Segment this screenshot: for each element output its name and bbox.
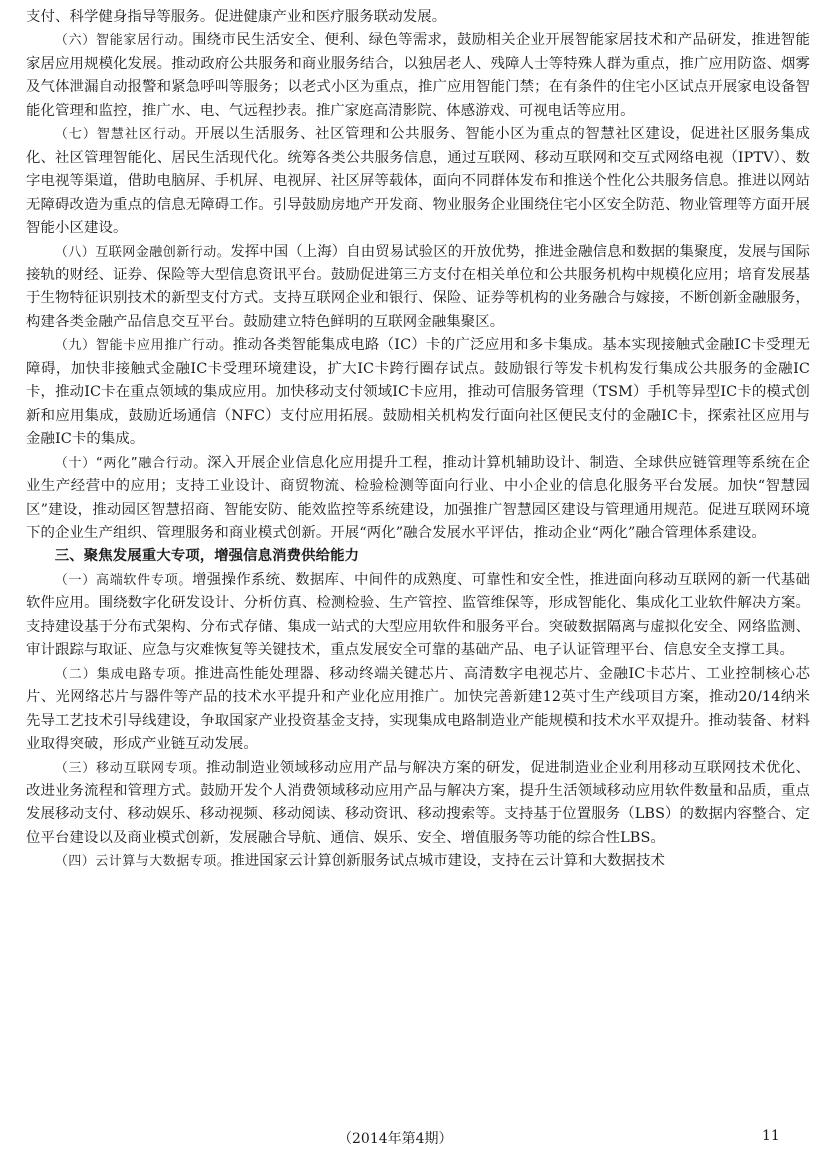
paragraph-text: 围绕市民生活安全、便利、绿色等需求，鼓励相关企业开展智能家居技术和产品研发，推进智能家居应用规模化发展。推动政府公共服务和商业服务结合，以独居老人、残障人士等特殊人群为重点，推广应用防盗、烟雾及气体泄漏自动报警和紧急呼叫等服务；以老式小区为重点，推广应用智能门禁；在有条件的住宅小区试点开展家电设备智能化管理和监控，推广水、电、气远程抄表。推广家庭高清影院、体感游戏、可视电话等应用。 <box>26 32 810 119</box>
section-heading: 三、聚焦发展重大专项，增强信息消费供给能力 <box>54 548 360 565</box>
issue-label: （2014年第4期） <box>338 1131 453 1147</box>
paragraph-internet-finance <box>26 241 810 335</box>
paragraph-text: 推动各类智能集成电路（IC）卡的广泛应用和多卡集成。基本实现接触式金融IC卡受理无障碍，加快非接触式金融IC卡受理环境建设，扩大IC卡跨行圈存试点。鼓励银行等发卡机构发行集成公共服务的金融IC卡，推动IC卡在重点领域的集成应用。加快移动支付领域IC卡应用，推动可信服务管理（TSM）手机等异型IC卡的模式创新和应用集成，鼓励近场通信（NFC）支付应用拓展。鼓励相关机构发行面向社区便民支付的金融IC卡，探索社区应用与金融IC卡的集成。 <box>26 337 810 448</box>
item-heading: （一）高端软件专项。 <box>54 572 193 588</box>
document-body <box>26 6 810 874</box>
paragraph-smart-community <box>26 123 810 240</box>
paragraph-text: 发挥中国（上海）自由贸易试验区的开放优势，推进金融信息和数据的集聚度，发展与国际接轨的财经、证券、保险等大型信息资讯平台。鼓励促进第三方支付在相关单位和公共服务机构中规模化应用；培育发展基于生物特征识别技术的新型支付方式。支持互联网企业和银行、保险、证券等机构的业务融合与嫁接，不断创新金融服务，构建各类金融产品信息交互平台。鼓励建立特色鲜明的互联网金融集聚区。 <box>26 243 810 330</box>
paragraph-text: 增强操作系统、数据库、中间件的成熟度、可靠性和安全性，推进面向移动互联网的新一代基础软件应用。围绕数字化研发设计、分析仿真、检测检验、生产管控、监管维保等，形成智能化、集成化工业软件解决方案。支持建设基于分布式架构、分布式存储、集成一站式的大型应用软件和服务平台。突破数据隔离与虚拟化安全、网络监测、审计跟踪与取证、应急与灾难恢复等关键技术，重点发展安全可靠的基础产品、电子认证管理平台、信息安全支撑工具。 <box>26 571 810 659</box>
item-heading: （六）智能家居行动。 <box>54 33 193 49</box>
paragraph-text: 推动制造业领域移动应用产品与解决方案的研发，促进制造业企业利用移动互联网技术优化、改进业务流程和管理方式。鼓励开发个人消费领域移动应用产品与解决方案，提升生活领域移动应用软件数量和品质，重点发展移动支付、移动娱乐、移动视频、移动阅读、移动资讯、移动搜索等。支持基于位置服务（LBS）的数据内容整合、定位平台建设以及商业模式创新，发展融合导航、通信、娱乐、安全、增值服务等功能的综合性LBS。 <box>26 759 810 846</box>
item-heading: （二）集成电路专项。 <box>54 666 195 682</box>
paragraph-text: 推进高性能处理器、移动终端关键芯片、高清数字电视芯片、金融IC卡芯片、工业控制核心芯片、光网络芯片与器件等产品的技术水平提升和产业化应用推广。加快完善新建12英寸生产线项目方案，推动20/14纳米先导工艺技术引导线建设，争取国家产业投资基金支持，实现集成电路制造业产能规模和技术水平双提升。推动装备、材料业取得突破，形成产业链互动发展。 <box>26 665 810 753</box>
item-heading: （四）云计算与大数据专项。 <box>54 854 231 870</box>
paragraph-integrated-circuit <box>26 663 810 757</box>
item-heading: （三）移动互联网专项。 <box>54 760 207 776</box>
paragraph-continued <box>26 6 810 29</box>
paragraph-text: 推进国家云计算创新服务试点城市建设，支持在云计算和大数据技术 <box>230 853 666 870</box>
paragraph-mobile-internet <box>26 757 810 851</box>
paragraph-cloud-big-data <box>26 850 810 873</box>
paragraph-smart-home <box>26 29 810 123</box>
page-number: 11 <box>762 1128 780 1144</box>
item-heading: （九）智能卡应用推广行动。 <box>54 338 233 354</box>
page-footer <box>0 1128 827 1152</box>
item-heading: （八）互联网金融创新行动。 <box>54 244 231 260</box>
paragraph-high-end-software <box>26 569 810 663</box>
paragraph-smart-card <box>26 334 810 451</box>
paragraph-text: 深入开展企业信息化应用提升工程，推动计算机辅助设计、制造、全球供应链管理等系统在企业生产经营中的应用；支持工业设计、商贸物流、检验检测等面向行业、中小企业的信息化服务平台发展。加快“智慧园区”建设，推动园区智慧招商、智能安防、能效监控等系统建设，加强推广智慧园区建设与管理通用规范。促进互联网环境下的企业生产组织、管理服务和商业模式创新。开展“两化”融合发展水平评估，推动企业“两化”融合管理体系建设。 <box>26 454 810 541</box>
item-heading: （七）智慧社区行动。 <box>54 127 196 143</box>
item-heading: （十）“两化”融合行动。 <box>54 455 207 471</box>
paragraph-two-integration <box>26 452 810 546</box>
paragraph-text: 开展以生活服务、社区管理和公共服务、智能小区为重点的智慧社区建设，促进社区服务集成化、社区管理智能化、居民生活现代化。统筹各类公共服务信息，通过互联网、移动互联网和交互式网络电视（IPTV）、数字电视等渠道，借助电脑屏、手机屏、电视屏、社区屏等载体，面向不同群体发布和推送个性化公共服务信息。推进以网站无障碍改造为重点的信息无障碍工作。引导鼓励房地产开发商、物业服务企业围绕住宅小区安全防范、物业管理等方面开展智能小区建设。 <box>26 126 810 237</box>
paragraph-text: 支付、科学健身指导等服务。促进健康产业和医疗服务联动发展。 <box>26 9 447 25</box>
